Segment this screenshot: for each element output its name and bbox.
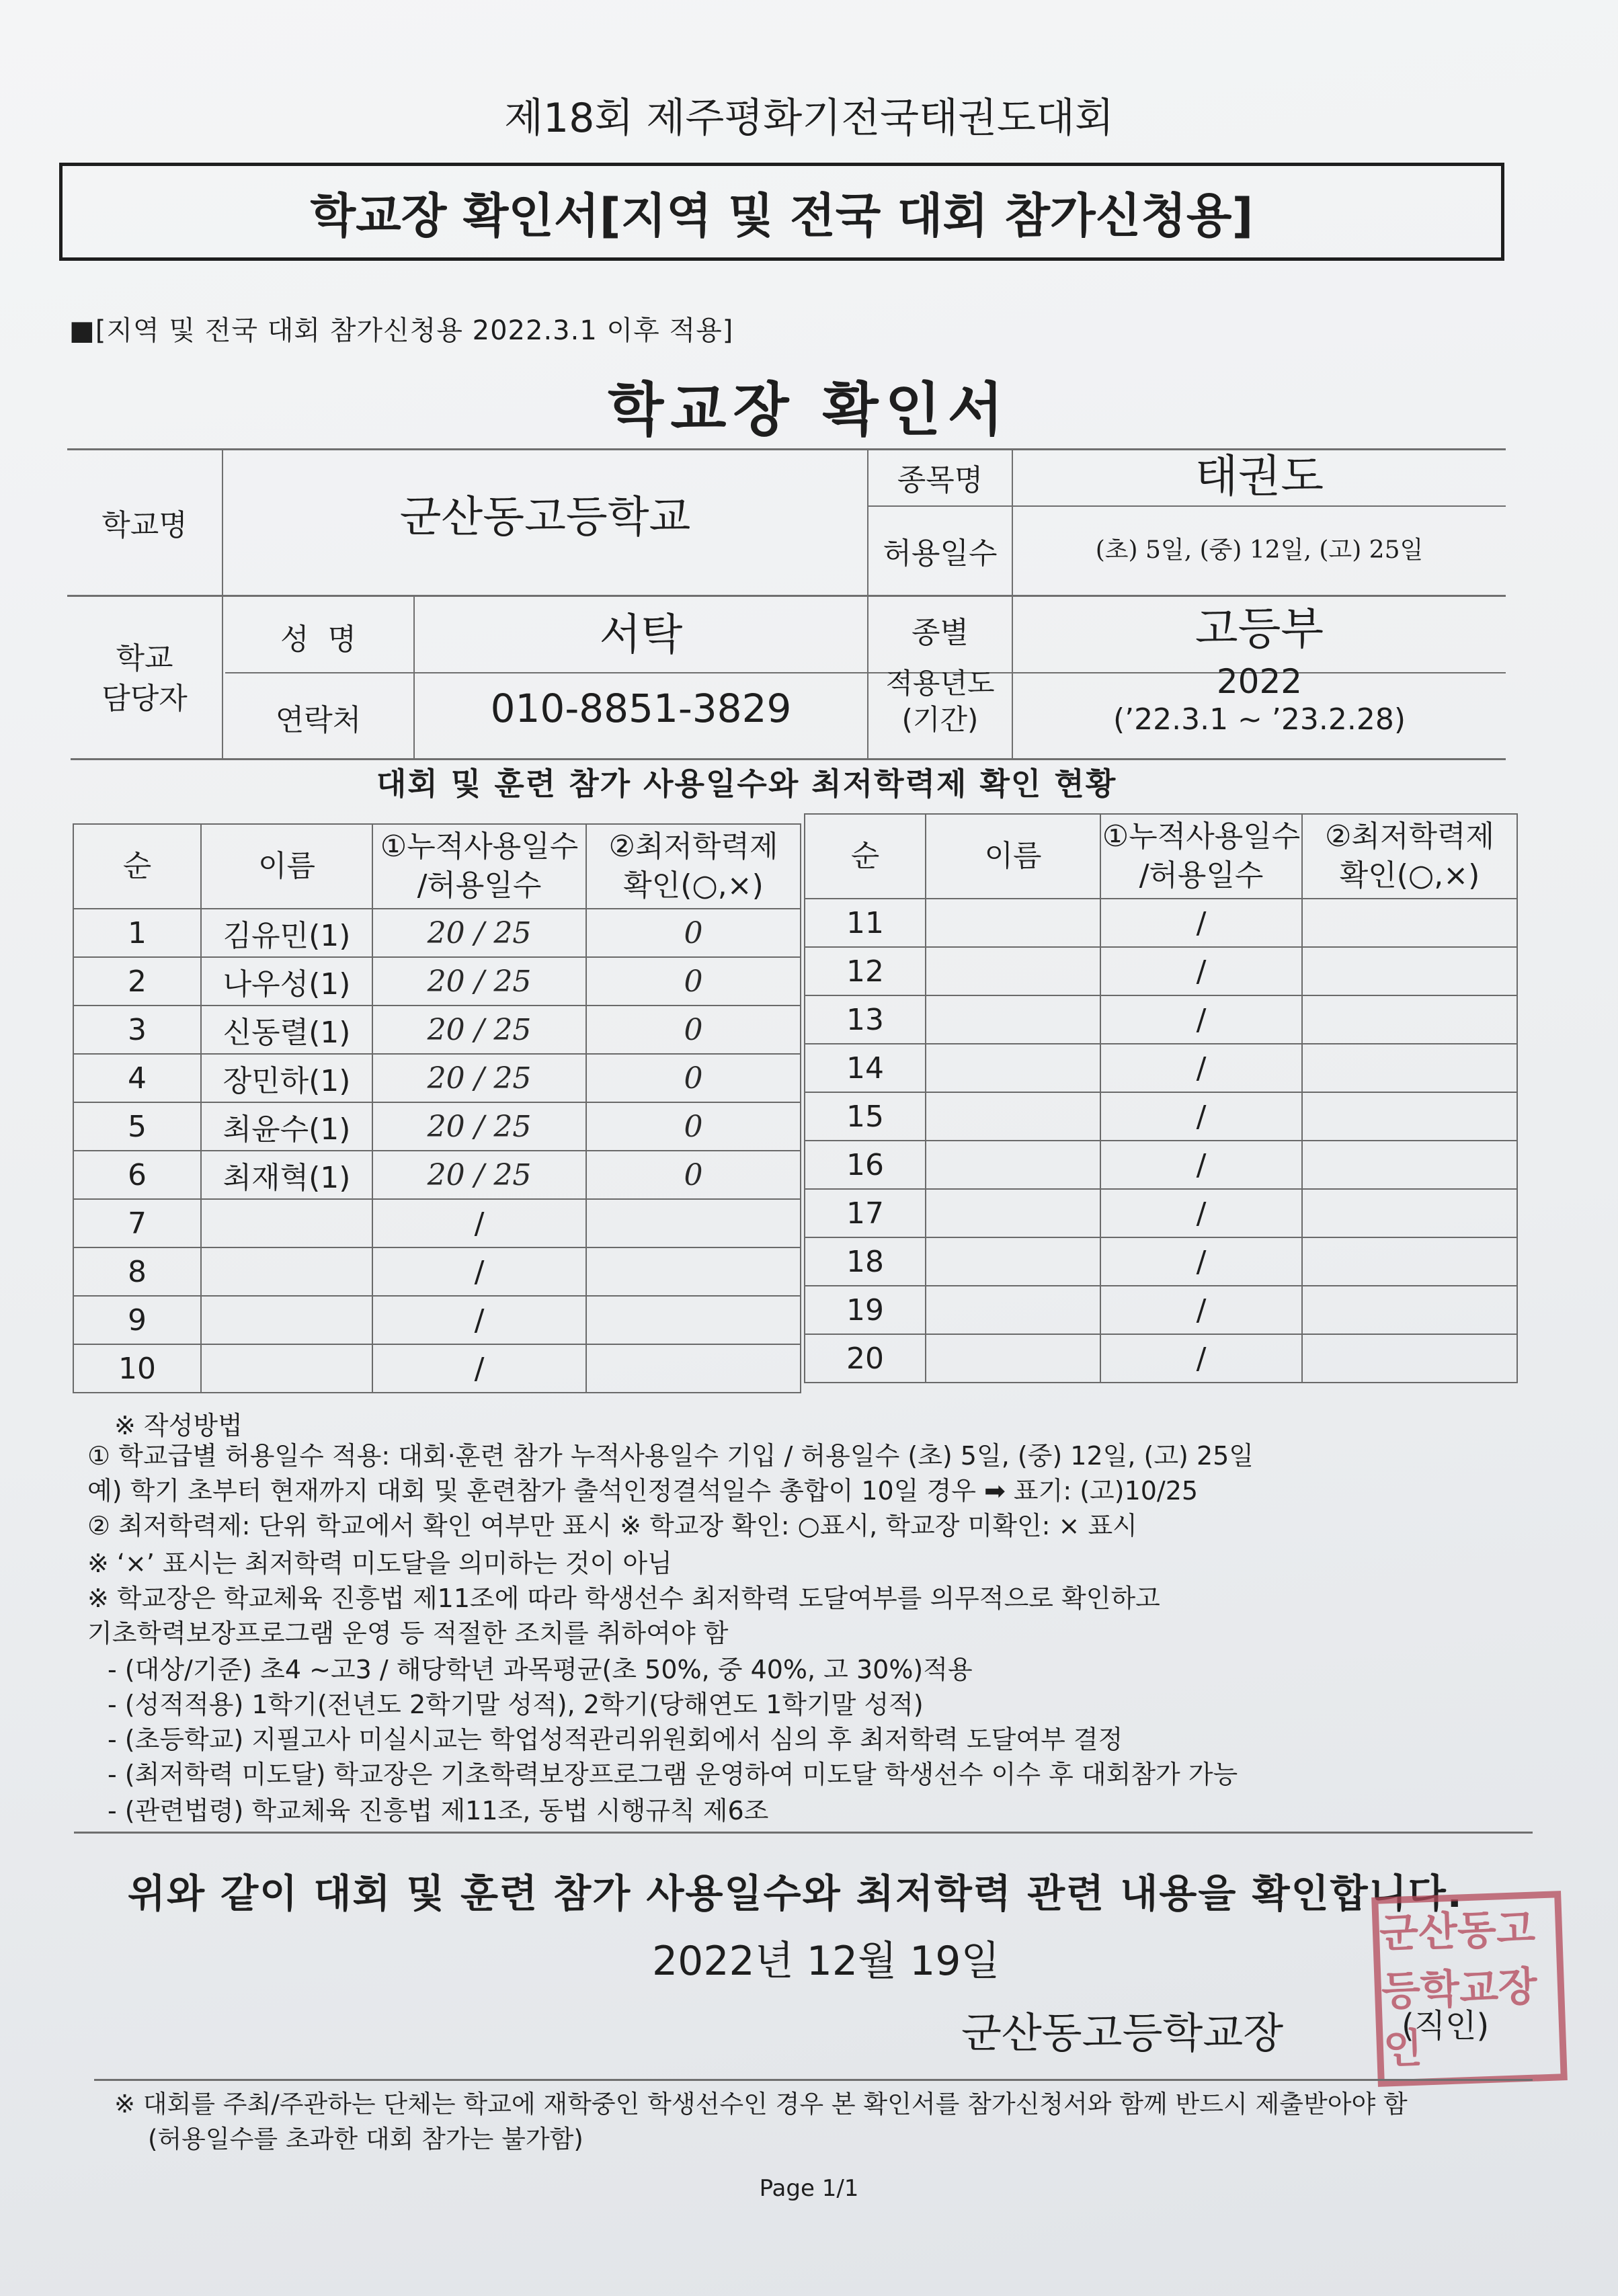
row-check bbox=[586, 1199, 801, 1247]
contact-label: 연락처 bbox=[275, 703, 362, 737]
allowed-days-label: 허용일수 bbox=[883, 536, 998, 571]
row-days: 20 / 25 bbox=[372, 957, 586, 1006]
manager-name: 서탁 bbox=[599, 610, 683, 660]
row-check: 0 bbox=[586, 1102, 801, 1151]
row-check bbox=[1302, 899, 1517, 947]
table-row bbox=[805, 1334, 1517, 1383]
table-row bbox=[73, 909, 801, 957]
footer-note-line: ※ 대회를 주최/주관하는 단체는 학교에 재학중인 학생선수인 경우 본 확인서를 참가신청서와 함께 반드시 제출받아야 함 bbox=[114, 2090, 1408, 2119]
table-row bbox=[805, 947, 1517, 995]
row-name bbox=[926, 1237, 1100, 1286]
row-number: 1 bbox=[73, 909, 201, 957]
note-line: 예) 학기 초부터 현재까지 대회 및 훈련참가 출석인정결석일수 총합이 10일 경우 ➡ 표기: (고)10/25 bbox=[87, 1476, 1199, 1506]
row-days: / bbox=[372, 1344, 586, 1393]
note-line: - (대상/기준) 초4 ~고3 / 해당학년 과목평균(초 50%, 중 40%, 고 30%)적용 bbox=[108, 1655, 973, 1684]
row-check: 0 bbox=[586, 1006, 801, 1054]
table-row bbox=[73, 1151, 801, 1199]
row-check: 0 bbox=[586, 957, 801, 1006]
divider bbox=[94, 2079, 1533, 2081]
table-row bbox=[73, 1054, 801, 1102]
table-header-row bbox=[805, 814, 1517, 899]
row-name bbox=[926, 947, 1100, 995]
table-row bbox=[805, 1286, 1517, 1334]
allowed-days-value: (초) 5일, (중) 12일, (고) 25일 bbox=[1095, 536, 1424, 564]
manager-label: 학교 담당자 bbox=[102, 641, 188, 716]
row-days: / bbox=[1100, 1237, 1302, 1286]
event-title: 제18회 제주평화기전국태권도대회 bbox=[504, 95, 1114, 142]
year-label: 적용년도 (기간) bbox=[885, 667, 995, 736]
sport-value: 태권도 bbox=[1195, 450, 1324, 502]
school-name: 군산동고등학교 bbox=[399, 493, 691, 542]
issue-date: 2022년 12월 19일 bbox=[652, 1938, 1000, 1985]
header-no: 순 bbox=[805, 814, 926, 899]
note-line: ※ 학교장은 학교체육 진흥법 제11조에 따라 학생선수 최저학력 도달여부를 의무적으로 확인하고 bbox=[87, 1584, 1160, 1613]
row-name: 나우성(1) bbox=[201, 957, 372, 1006]
row-check bbox=[586, 1247, 801, 1296]
row-name: 김유민(1) bbox=[201, 909, 372, 957]
note-line: - (초등학교) 지필고사 미실시교는 학업성적관리위원회에서 심의 후 최저학력 도달여부 결정 bbox=[108, 1725, 1123, 1754]
sport-label: 종목명 bbox=[897, 463, 983, 497]
row-check bbox=[586, 1296, 801, 1344]
row-days: 20 / 25 bbox=[372, 1006, 586, 1054]
divider bbox=[74, 1832, 1533, 1834]
row-name bbox=[926, 1141, 1100, 1189]
row-check bbox=[1302, 947, 1517, 995]
row-number: 14 bbox=[805, 1044, 926, 1092]
row-days: / bbox=[1100, 1044, 1302, 1092]
official-seal: 군산동고등학교장인 bbox=[1371, 1891, 1568, 2087]
table-row bbox=[73, 1006, 801, 1054]
header-check: ②최저학력제 확인(○,×) bbox=[586, 824, 801, 909]
year-value: 2022 bbox=[1216, 662, 1303, 701]
row-number: 10 bbox=[73, 1344, 201, 1393]
row-number: 8 bbox=[73, 1247, 201, 1296]
note-line: - (관련법령) 학교체육 진흥법 제11조, 동법 시행규칙 제6조 bbox=[108, 1796, 769, 1826]
row-days: / bbox=[1100, 899, 1302, 947]
row-number: 11 bbox=[805, 899, 926, 947]
notes-heading: ※ 작성방법 bbox=[114, 1411, 243, 1440]
row-name bbox=[926, 1189, 1100, 1237]
footer-note bbox=[114, 2087, 1408, 2157]
note-line: ② 최저학력제: 단위 학교에서 확인 여부만 표시 ※ 학교장 확인: ○표시, 학교장 미확인: × 표시 bbox=[87, 1511, 1137, 1541]
row-days: / bbox=[1100, 995, 1302, 1044]
header-days: ①누적사용일수 /허용일수 bbox=[372, 824, 586, 909]
participants-table-right bbox=[804, 813, 1518, 1383]
row-number: 18 bbox=[805, 1237, 926, 1286]
category-value: 고등부 bbox=[1195, 603, 1324, 655]
row-days: 20 / 25 bbox=[372, 1102, 586, 1151]
table-row bbox=[805, 1044, 1517, 1092]
row-days: / bbox=[372, 1296, 586, 1344]
row-name: 최윤수(1) bbox=[201, 1102, 372, 1151]
row-name bbox=[926, 995, 1100, 1044]
row-number: 3 bbox=[73, 1006, 201, 1054]
section-heading: 대회 및 훈련 참가 사용일수와 최저학력제 확인 현황 bbox=[376, 766, 1117, 802]
row-check bbox=[1302, 1141, 1517, 1189]
row-days: / bbox=[1100, 1189, 1302, 1237]
row-days: / bbox=[372, 1247, 586, 1296]
confirmation-sentence: 위와 같이 대회 및 훈련 참가 사용일수와 최저학력 관련 내용을 확인합니다. bbox=[128, 1871, 1463, 1916]
page-number: Page 1/1 bbox=[759, 2175, 859, 2202]
row-check bbox=[1302, 1189, 1517, 1237]
row-name bbox=[201, 1199, 372, 1247]
row-name: 장민하(1) bbox=[201, 1054, 372, 1102]
footer-note-line: (허용일수를 초과한 대회 참가는 불가함) bbox=[148, 2125, 583, 2154]
table-row bbox=[73, 1344, 801, 1393]
row-number: 17 bbox=[805, 1189, 926, 1237]
row-check bbox=[1302, 1092, 1517, 1141]
row-name bbox=[926, 899, 1100, 947]
note-line: ※ ‘×’ 표시는 최저학력 미도달을 의미하는 것이 아님 bbox=[87, 1549, 672, 1578]
header-check: ②최저학력제 확인(○,×) bbox=[1302, 814, 1517, 899]
row-days: 20 / 25 bbox=[372, 909, 586, 957]
row-days: / bbox=[372, 1199, 586, 1247]
note-line: 기초학력보장프로그램 운영 등 적절한 조치를 취하여야 함 bbox=[87, 1618, 729, 1648]
table-row bbox=[73, 1199, 801, 1247]
school-label: 학교명 bbox=[102, 508, 188, 542]
row-days: / bbox=[1100, 947, 1302, 995]
document-title-box bbox=[59, 163, 1504, 261]
table-row bbox=[805, 995, 1517, 1044]
table-row bbox=[73, 1102, 801, 1151]
table-row bbox=[805, 1237, 1517, 1286]
row-days: 20 / 25 bbox=[372, 1054, 586, 1102]
row-check bbox=[1302, 1286, 1517, 1334]
row-check: 0 bbox=[586, 1054, 801, 1102]
row-number: 7 bbox=[73, 1199, 201, 1247]
contact-value: 010-8851-3829 bbox=[490, 686, 792, 731]
table-row bbox=[805, 1141, 1517, 1189]
name-label: 성 명 bbox=[280, 622, 356, 657]
row-days: 20 / 25 bbox=[372, 1151, 586, 1199]
table-row bbox=[805, 899, 1517, 947]
seal-mark: (직인) bbox=[1402, 2007, 1490, 2045]
row-number: 6 bbox=[73, 1151, 201, 1199]
note-line: ① 학교급별 허용일수 적용: 대회·훈련 참가 누적사용일수 기입 / 허용일수 (초) 5일, (중) 12일, (고) 25일 bbox=[87, 1441, 1254, 1471]
row-check bbox=[586, 1344, 801, 1393]
row-number: 20 bbox=[805, 1334, 926, 1383]
row-name bbox=[926, 1334, 1100, 1383]
row-number: 5 bbox=[73, 1102, 201, 1151]
row-name bbox=[926, 1286, 1100, 1334]
principal-name: 군산동고등학교장 bbox=[961, 2008, 1284, 2057]
info-line bbox=[867, 505, 1506, 507]
note-line: - (성적적용) 1학기(전년도 2학기말 성적), 2학기(당해연도 1학기말 성적) bbox=[108, 1690, 924, 1719]
row-name bbox=[201, 1296, 372, 1344]
row-number: 2 bbox=[73, 957, 201, 1006]
row-number: 12 bbox=[805, 947, 926, 995]
row-number: 13 bbox=[805, 995, 926, 1044]
row-days: / bbox=[1100, 1334, 1302, 1383]
row-number: 4 bbox=[73, 1054, 201, 1102]
table-row bbox=[73, 1296, 801, 1344]
table-row bbox=[805, 1189, 1517, 1237]
note-line: - (최저학력 미도달) 학교장은 기초학력보장프로그램 운영하여 미도달 학생선수 이수 후 대회참가 가능 bbox=[108, 1760, 1238, 1789]
row-days: / bbox=[1100, 1092, 1302, 1141]
row-number: 9 bbox=[73, 1296, 201, 1344]
row-days: / bbox=[1100, 1286, 1302, 1334]
subtitle-note: ■[지역 및 전국 대회 참가신청용 2022.3.1 이후 적용] bbox=[69, 315, 734, 346]
header-days: ①누적사용일수 /허용일수 bbox=[1100, 814, 1302, 899]
row-name bbox=[201, 1247, 372, 1296]
participants-right-body bbox=[805, 899, 1517, 1383]
row-days: / bbox=[1100, 1141, 1302, 1189]
document-title: 학교장 확인서[지역 및 전국 대회 참가신청용] bbox=[310, 188, 1254, 243]
header-no: 순 bbox=[73, 824, 201, 909]
row-name: 신동렬(1) bbox=[201, 1006, 372, 1054]
header-name: 이름 bbox=[926, 814, 1100, 899]
row-name bbox=[201, 1344, 372, 1393]
table-row bbox=[73, 957, 801, 1006]
row-number: 16 bbox=[805, 1141, 926, 1189]
main-title: 학교장 확인서 bbox=[608, 376, 1010, 444]
row-check: 0 bbox=[586, 909, 801, 957]
table-row bbox=[805, 1092, 1517, 1141]
row-number: 19 bbox=[805, 1286, 926, 1334]
row-check bbox=[1302, 995, 1517, 1044]
period-value: (’22.3.1 ~ ’23.2.28) bbox=[1113, 702, 1406, 737]
participants-table-left bbox=[73, 823, 801, 1393]
row-number: 15 bbox=[805, 1092, 926, 1141]
row-check: 0 bbox=[586, 1151, 801, 1199]
header-name: 이름 bbox=[201, 824, 372, 909]
category-label: 종별 bbox=[911, 616, 969, 650]
row-name bbox=[926, 1044, 1100, 1092]
row-check bbox=[1302, 1334, 1517, 1383]
row-check bbox=[1302, 1237, 1517, 1286]
table-header-row bbox=[73, 824, 801, 909]
table-row bbox=[73, 1247, 801, 1296]
participants-left-body bbox=[73, 909, 801, 1393]
row-check bbox=[1302, 1044, 1517, 1092]
row-name: 최재혁(1) bbox=[201, 1151, 372, 1199]
row-name bbox=[926, 1092, 1100, 1141]
